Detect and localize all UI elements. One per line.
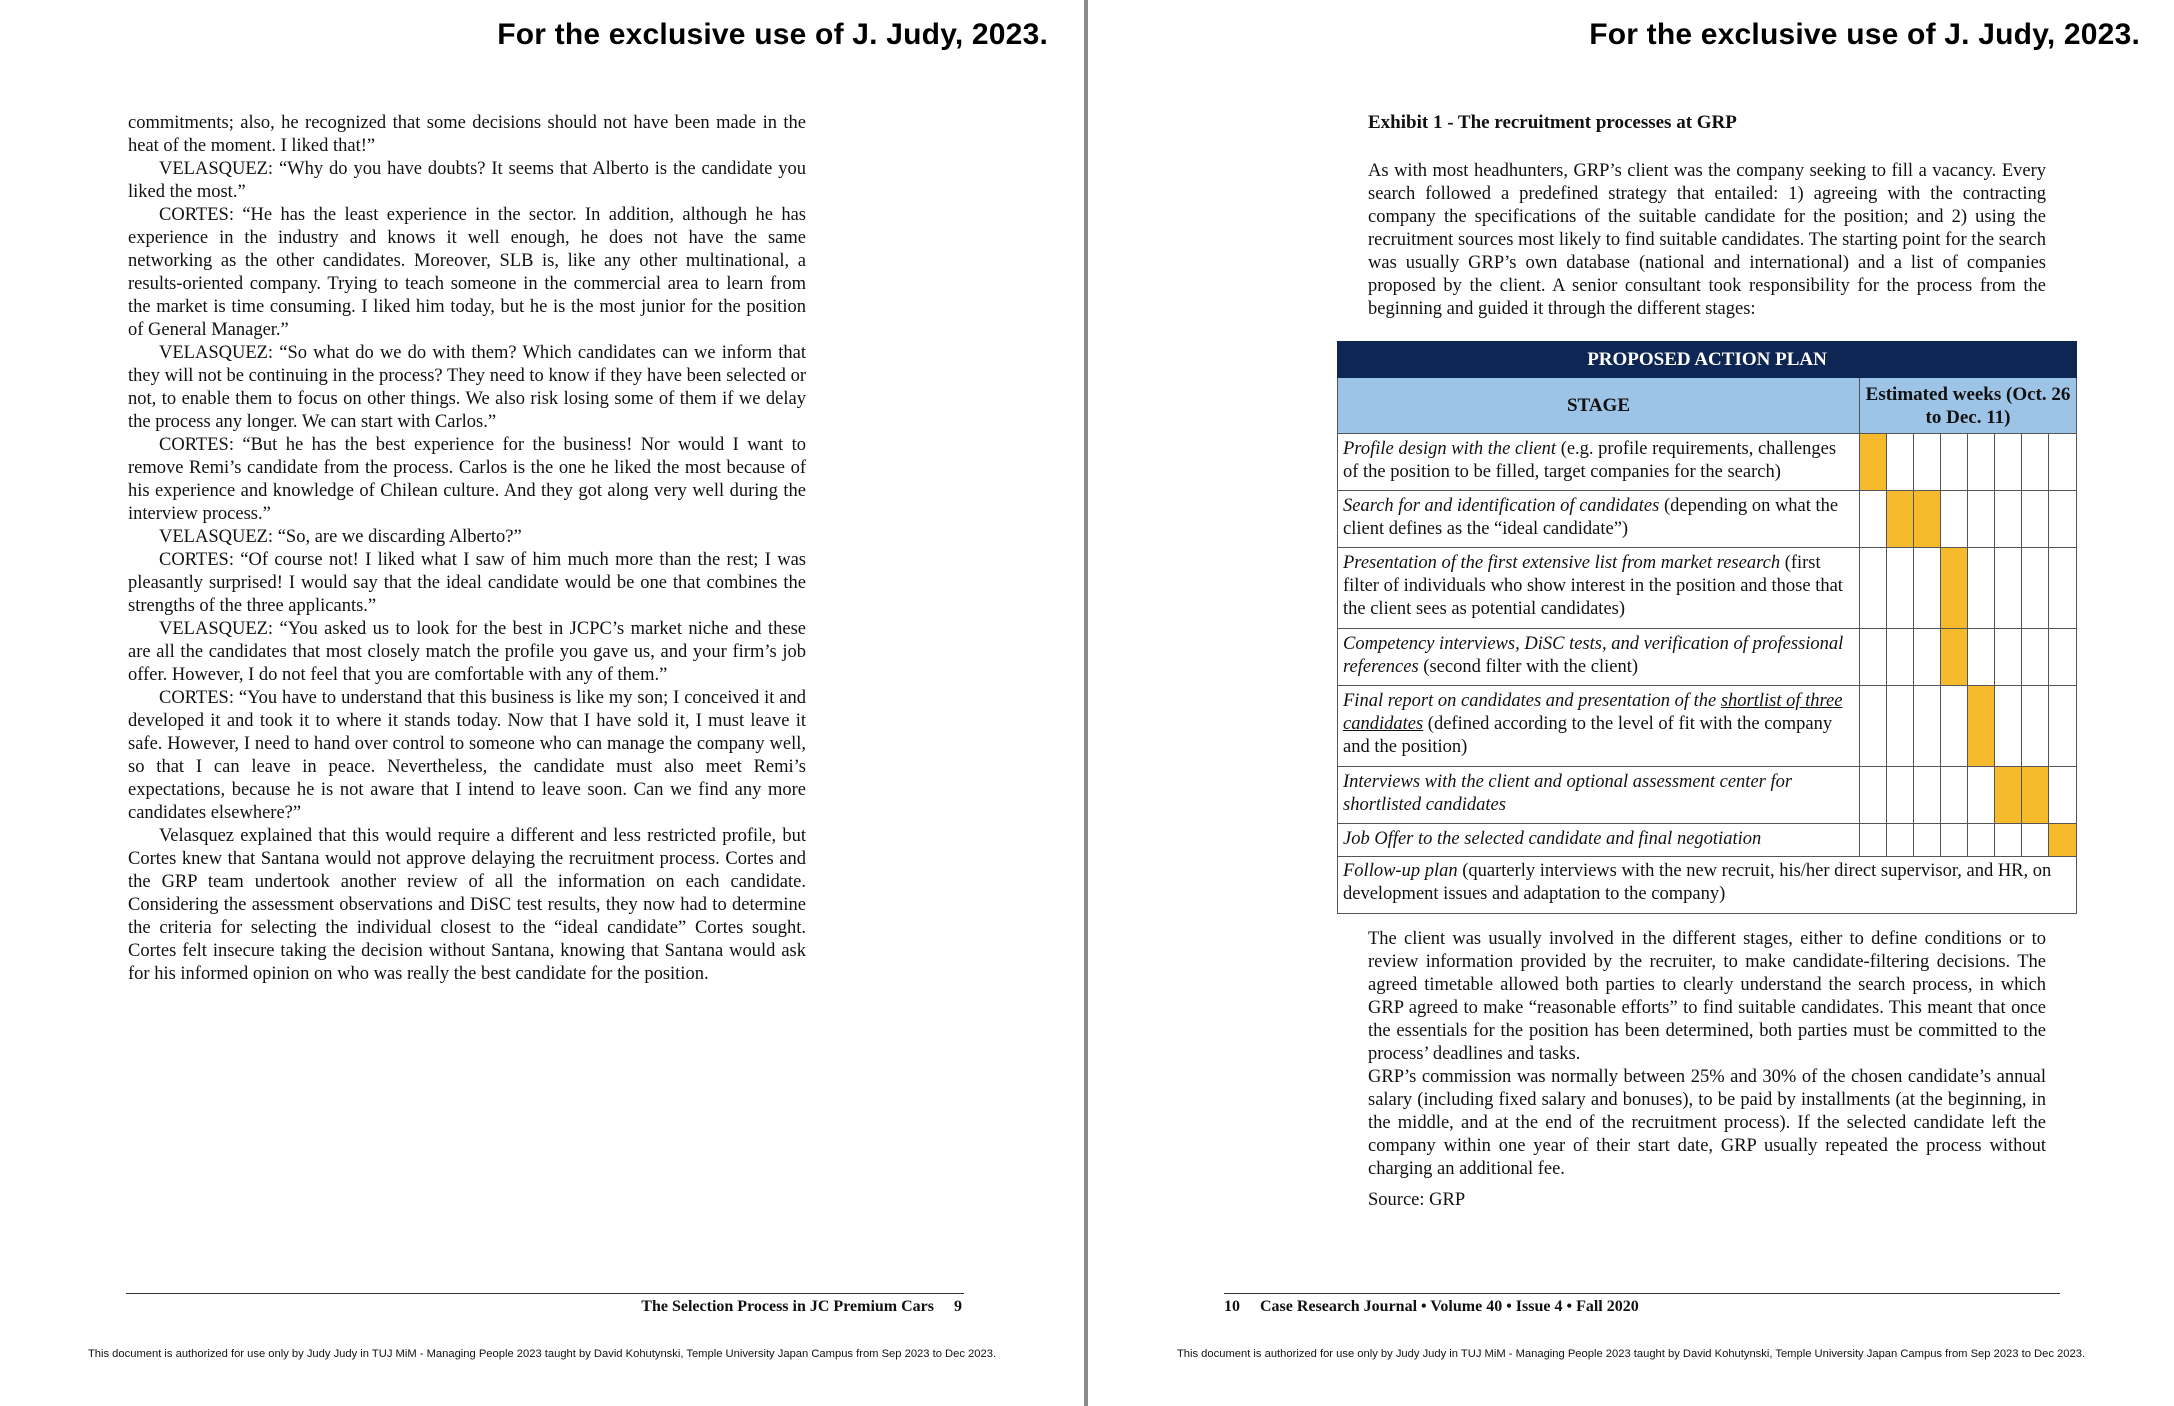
- week-cell: [1941, 686, 1968, 767]
- week-cell: [1995, 548, 2022, 629]
- stage-row: [1338, 434, 2077, 491]
- week-cell: [2022, 548, 2049, 629]
- week-cell: [1941, 434, 1968, 491]
- stage-description: [1338, 434, 1860, 491]
- stage-description: [1338, 491, 1860, 548]
- stage-name: Profile design with the client: [1343, 439, 1557, 459]
- week-cell: [1887, 491, 1914, 548]
- week-cell: [1914, 686, 1941, 767]
- page-footer: 10 Case Research Journal • Volume 40 • Issue 4 • Fall 2020: [1224, 1298, 1639, 1315]
- stage-name: Job Offer to the selected candidate and final negotiation: [1343, 829, 1762, 849]
- week-cell: [1941, 629, 1968, 686]
- week-cell: [1887, 686, 1914, 767]
- week-cell: [1914, 491, 1941, 548]
- week-cell: [2022, 767, 2049, 824]
- week-cell: [1914, 767, 1941, 824]
- week-cell: [1860, 491, 1887, 548]
- left-page: [0, 0, 1084, 1406]
- stage-name: Interviews with the client and optional assessment center for shortlisted candidates: [1343, 772, 1793, 815]
- table-title: PROPOSED ACTION PLAN: [1338, 342, 2077, 378]
- stage-detail: (e.g. profile requirements, challenges of the position to be filled, target companies for the search): [1343, 439, 1837, 482]
- week-cell: [2022, 629, 2049, 686]
- week-cell: [1860, 824, 1887, 857]
- stage-detail: (quarterly interviews with the new recruit, his/her direct supervisor, and HR, on development issues and adaptation to the company): [1343, 861, 2052, 904]
- week-cell: [1995, 686, 2022, 767]
- week-cell: [1968, 767, 1995, 824]
- stage-detail: (second filter with the client): [1418, 657, 1639, 677]
- stage-row: [1338, 491, 2077, 548]
- week-cell: [2049, 767, 2077, 824]
- stage-description: [1338, 548, 1860, 629]
- exclusive-use-header: For the exclusive use of J. Judy, 2023.: [1589, 18, 2140, 51]
- week-cell: [1887, 767, 1914, 824]
- exclusive-use-header: For the exclusive use of J. Judy, 2023.: [497, 18, 1048, 51]
- paragraph: CORTES: “You have to understand that this business is like my son; I conceived it and developed it and took it to where it stands today. Now that I have sold it, I must leave it safe. However, I need to hand over control to someone who can manage the company well, so that I can leave in peace. Nevertheless, the candidate must also meet Remi’s expectations, because he is not aware that I intend to leave soon. Can we find any more candidates elsewhere?”: [128, 688, 806, 823]
- paragraph: CORTES: “Of course not! I liked what I saw of him much more than the rest; I was pleasantly surprised! I would say that the ideal candidate would be one that combines the strengths of the three applicants.”: [128, 550, 806, 616]
- week-cell: [1860, 548, 1887, 629]
- week-cell: [1995, 491, 2022, 548]
- paragraph: GRP’s commission was normally between 25% and 30% of the chosen candidate’s annual salary (including fixed salary and bonuses), to be paid by installments (at the beginning, in the middle, and at the end of the recruitment process). If the selected candidate left the company within one year of their start date, GRP usually repeated the process without charging an additional fee.: [1368, 1067, 2046, 1179]
- stage-row: [1338, 767, 2077, 824]
- week-cell: [1968, 434, 1995, 491]
- stage-detail: (depending on what the client defines as the “ideal candidate”): [1343, 496, 1839, 539]
- week-cell: [1914, 824, 1941, 857]
- action-plan-table: [1337, 341, 2077, 914]
- paragraph: CORTES: “But he has the best experience for the business! Nor would I want to remove Remi’s candidate from the process. Carlos is the one he liked the most because of his experience and knowledge of Chilean culture. And they got along very well during the interview process.”: [128, 435, 806, 524]
- authorization-notice: This document is authorized for use only by Judy Judy in TUJ MiM - Managing People 2023 taught by David Kohutynski, Temple University Japan Campus from Sep 2023 to Dec 2023.: [1176, 1348, 2086, 1360]
- week-cell: [2049, 686, 2077, 767]
- exhibit-title: Exhibit 1 - The recruitment processes at GRP: [1368, 112, 1737, 133]
- week-cell: [1860, 767, 1887, 824]
- week-cell: [1860, 686, 1887, 767]
- week-cell: [2049, 491, 2077, 548]
- week-cell: [2022, 686, 2049, 767]
- week-cell: [1887, 824, 1914, 857]
- paragraph: CORTES: “He has the least experience in the sector. In addition, although he has experience in the industry and knows it well enough, he does not have the same networking as the other candidates. Moreover, SLB is, like any other multinational, a results-oriented company. Trying to teach someone in the commercial area to learn from the market is time consuming. I liked him today, but he is the most junior for the position of General Manager.”: [128, 205, 806, 340]
- stage-name: Competency interviews, DiSC tests, and verification of professional references: [1343, 634, 1844, 677]
- stage-column-header: STAGE: [1338, 378, 1860, 434]
- week-cell: [1914, 629, 1941, 686]
- stage-name-emphasis: shortlist of three candidates: [1343, 691, 1843, 734]
- stage-description: [1338, 629, 1860, 686]
- intro-paragraph: As with most headhunters, GRP’s client was the company seeking to fill a vacancy. Every search followed a predefined strategy that entailed: 1) agreeing with the contracting company the specifications of the suitable candidate for the position; and 2) using the recruitment sources most likely to find suitable candidates. The starting point for the search was usually GRP’s own database (national and international) and a list of companies proposed by the client. A senior consultant took responsibility for the process from the beginning and guided it through the different stages:: [1368, 161, 2046, 319]
- week-cell: [2049, 629, 2077, 686]
- week-cell: [2049, 824, 2077, 857]
- week-cell: [2022, 434, 2049, 491]
- week-cell: [1968, 686, 1995, 767]
- week-cell: [1968, 824, 1995, 857]
- stage-detail: (first filter of individuals who show interest in the position and those that the client sees as potential candidates): [1343, 553, 1843, 619]
- stage-description: [1338, 767, 1860, 824]
- week-cell: [1941, 491, 1968, 548]
- right-page: [1088, 0, 2174, 1406]
- week-cell: [2022, 491, 2049, 548]
- week-cell: [2049, 548, 2077, 629]
- stage-row: [1338, 686, 2077, 767]
- week-cell: [1968, 491, 1995, 548]
- week-cell: [1941, 548, 1968, 629]
- week-cell: [2049, 434, 2077, 491]
- week-cell: [1887, 629, 1914, 686]
- stage-row: [1338, 824, 2077, 857]
- paragraph: VELASQUEZ: “So what do we do with them? Which candidates can we inform that they will not be continuing in the process? They need to know if they have been selected or not, to enable them to focus on other things. We also risk losing some of them if we delay the process any longer. We can start with Carlos.”: [128, 343, 806, 432]
- week-cell: [1914, 434, 1941, 491]
- week-cell: [1860, 434, 1887, 491]
- week-cell: [1887, 548, 1914, 629]
- paragraph: commitments; also, he recognized that some decisions should not have been made in the heat of the moment. I liked that!”: [128, 113, 806, 156]
- week-cell: [1941, 824, 1968, 857]
- stage-name: Presentation of the first extensive list from market research: [1343, 553, 1781, 573]
- paragraph: The client was usually involved in the different stages, either to define conditions or to review information provided by the recruiter, to make candidate-filtering decisions. The agreed timetable allowed both parties to clearly understand the search process, in which GRP agreed to make “reasonable efforts” to find suitable candidates. This meant that once the essentials for the position has been determined, both parties must be committed to the process’ deadlines and tasks.: [1368, 929, 2046, 1064]
- week-cell: [1995, 629, 2022, 686]
- authorization-notice: This document is authorized for use only by Judy Judy in TUJ MiM - Managing People 2023 taught by David Kohutynski, Temple University Japan Campus from Sep 2023 to Dec 2023.: [87, 1348, 997, 1360]
- week-cell: [1887, 434, 1914, 491]
- stage-name: Final report on candidates and presentation of the: [1343, 691, 1721, 711]
- week-cell: [1995, 824, 2022, 857]
- page-footer: The Selection Process in JC Premium Cars 9: [641, 1298, 962, 1315]
- paragraph: VELASQUEZ: “Why do you have doubts? It seems that Alberto is the candidate you liked the most.”: [128, 159, 806, 202]
- paragraph: VELASQUEZ: “So, are we discarding Alberto?”: [159, 527, 522, 547]
- stage-description: [1338, 686, 1860, 767]
- source-note: Source: GRP: [1368, 1190, 1466, 1210]
- footer-divider: [1224, 1293, 2060, 1294]
- stage-description: [1338, 824, 1860, 857]
- weeks-column-header: Estimated weeks (Oct. 26 to Dec. 11): [1860, 378, 2077, 434]
- stage-description: [1338, 857, 2077, 914]
- stage-row: [1338, 548, 2077, 629]
- stage-row: [1338, 857, 2077, 914]
- week-cell: [1995, 434, 2022, 491]
- case-body-text: [128, 112, 806, 986]
- week-cell: [1968, 548, 1995, 629]
- stage-name: Follow-up plan: [1343, 861, 1458, 881]
- stage-name: Search for and identification of candidates: [1343, 496, 1660, 516]
- week-cell: [1941, 767, 1968, 824]
- paragraph: VELASQUEZ: “You asked us to look for the best in JCPC’s market niche and these are all the candidates that most closely match the profile you gave us, and your firm’s job offer. However, I do not feel that you are comfortable with any of them.”: [128, 619, 806, 685]
- footer-divider: [126, 1293, 964, 1294]
- week-cell: [1914, 548, 1941, 629]
- stage-detail: (defined according to the level of fit with the company and the position): [1343, 714, 1833, 757]
- exhibit-intro: [1368, 160, 2046, 321]
- week-cell: [1968, 629, 1995, 686]
- week-cell: [1860, 629, 1887, 686]
- paragraph: Velasquez explained that this would require a different and less restricted profile, but Cortes knew that Santana would not approve delaying the recruitment process. Cortes and the GRP team undertook another review of all the information on each candidate. Considering the assessment observations and DiSC test results, they now had to determine the criteria for selecting the individual closest to the “ideal candidate” Cortes sought. Cortes felt insecure taking the decision without Santana, knowing that Santana would ask for his informed opinion on who was really the best candidate for the position.: [128, 826, 806, 984]
- week-cell: [2022, 824, 2049, 857]
- exhibit-explanation: [1368, 928, 2046, 1181]
- week-cell: [1995, 767, 2022, 824]
- stage-row: [1338, 629, 2077, 686]
